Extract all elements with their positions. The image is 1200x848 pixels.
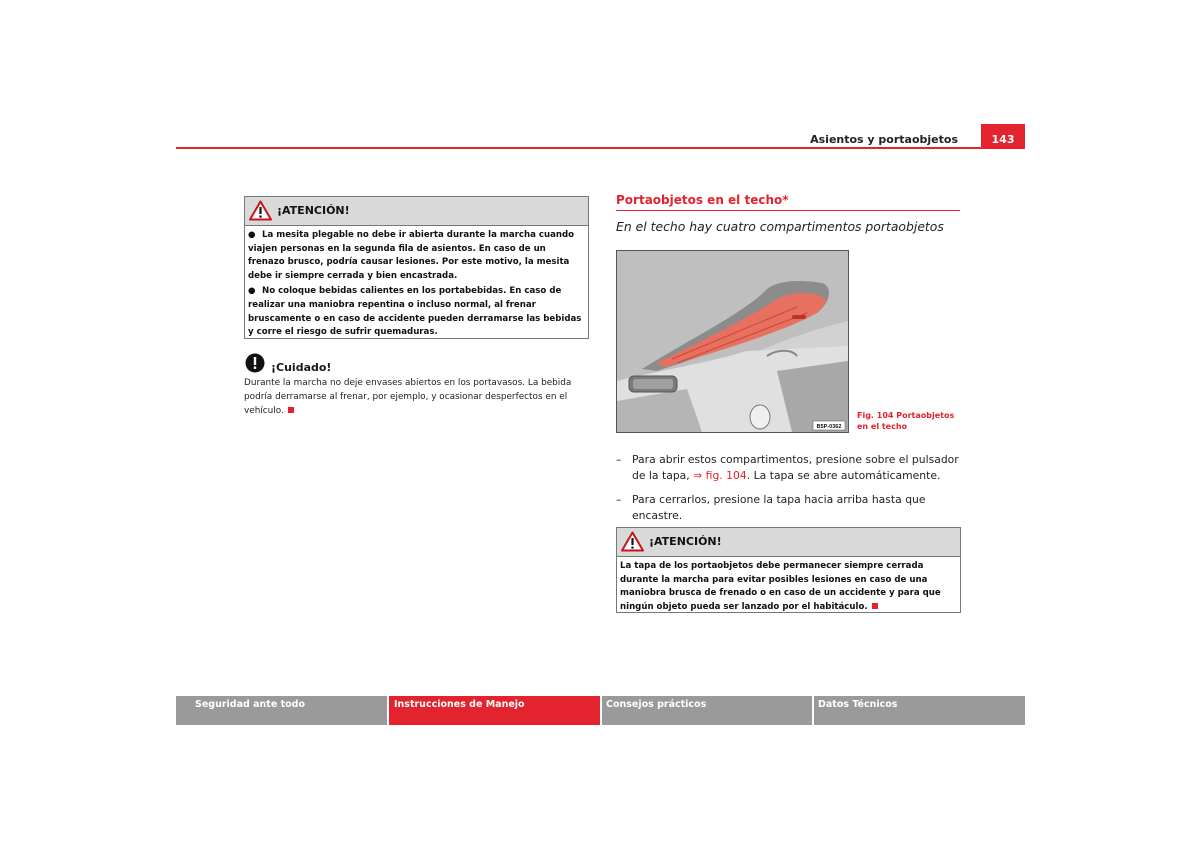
end-of-section-icon (872, 603, 878, 609)
footer-tab-seguridad[interactable]: Seguridad ante todo (176, 696, 387, 725)
figure-caption: Fig. 104 Portaobjetos en el techo (857, 411, 955, 431)
section-title: Portaobjetos en el techo* (616, 193, 789, 207)
step-dash: – (616, 453, 622, 466)
header-divider (176, 147, 1025, 149)
bullet-icon: ● (248, 286, 256, 297)
caution-title: ¡Cuidado! (271, 361, 332, 374)
figure-link[interactable]: ⇒ fig. 104 (693, 468, 747, 482)
warning-paragraph: ● No coloque bebidas calientes en los portabebidas. En caso de realizar una maniobra repentina o incluso normal, al frenar bruscamente o en caso de accidente pueden derramarse las bebidas y corre el riesgo de sufrir quemaduras. (248, 286, 582, 338)
end-of-section-icon (288, 407, 294, 413)
roof-storage-figure (616, 250, 849, 433)
section-divider (616, 210, 960, 211)
warning-triangle-icon (249, 200, 272, 225)
figure-code: B5P-0362 (816, 424, 842, 430)
instruction-step: – Para abrir estos compartimentos, presione sobre el pulsador de la tapa, ⇒ fig. 104. La tapa se abre automáticamente. (616, 453, 959, 482)
bullet-icon: ● (248, 230, 256, 240)
instruction-step: – Para cerrarlos, presione la tapa hacia arriba hasta que encastre. (616, 493, 926, 522)
warning-box-table (244, 196, 589, 339)
warning-title: ¡ATENCIÓN! (277, 204, 350, 217)
warning-header (617, 528, 960, 557)
section-subtitle: En el techo hay cuatro compartimentos portaobjetos (616, 219, 944, 234)
caution-icon (245, 353, 265, 377)
warning-body: La tapa de los portaobjetos debe permanecer siempre cerrada durante la marcha para evitar posibles lesiones en caso de una maniobra brusca de frenado o en caso de un accidente y para que ningún objeto pueda ser lanzado por el habitáculo. (620, 561, 941, 612)
footer-tab-datos[interactable]: Datos Técnicos (814, 696, 1025, 725)
step-dash: – (616, 493, 622, 506)
warning-title: ¡ATENCIÓN! (649, 535, 722, 548)
warning-header (245, 197, 588, 226)
page-number: 143 (981, 124, 1025, 148)
caution-text: Durante la marcha no deje envases abiertos en los portavasos. La bebida podría derramarse al frenar, por ejemplo, y ocasionar desperfectos en el vehículo. (244, 378, 572, 416)
warning-box-roof (616, 527, 961, 613)
footer-tab-instrucciones[interactable]: Instrucciones de Manejo (389, 696, 600, 725)
car-interior-illustration (617, 251, 848, 432)
warning-paragraph: ● La mesita plegable no debe ir abierta durante la marcha cuando viajen personas en la segunda fila de asientos. En caso de un frenazo brusco, podría causar lesiones. Por este motivo, la mesita debe ir siempre cerrada y bien encastrada. (248, 230, 575, 281)
footer-tab-consejos[interactable]: Consejos prácticos (602, 696, 812, 725)
warning-body (245, 226, 588, 346)
warning-triangle-icon (621, 531, 644, 556)
running-header-title: Asientos y portaobjetos (810, 133, 958, 146)
